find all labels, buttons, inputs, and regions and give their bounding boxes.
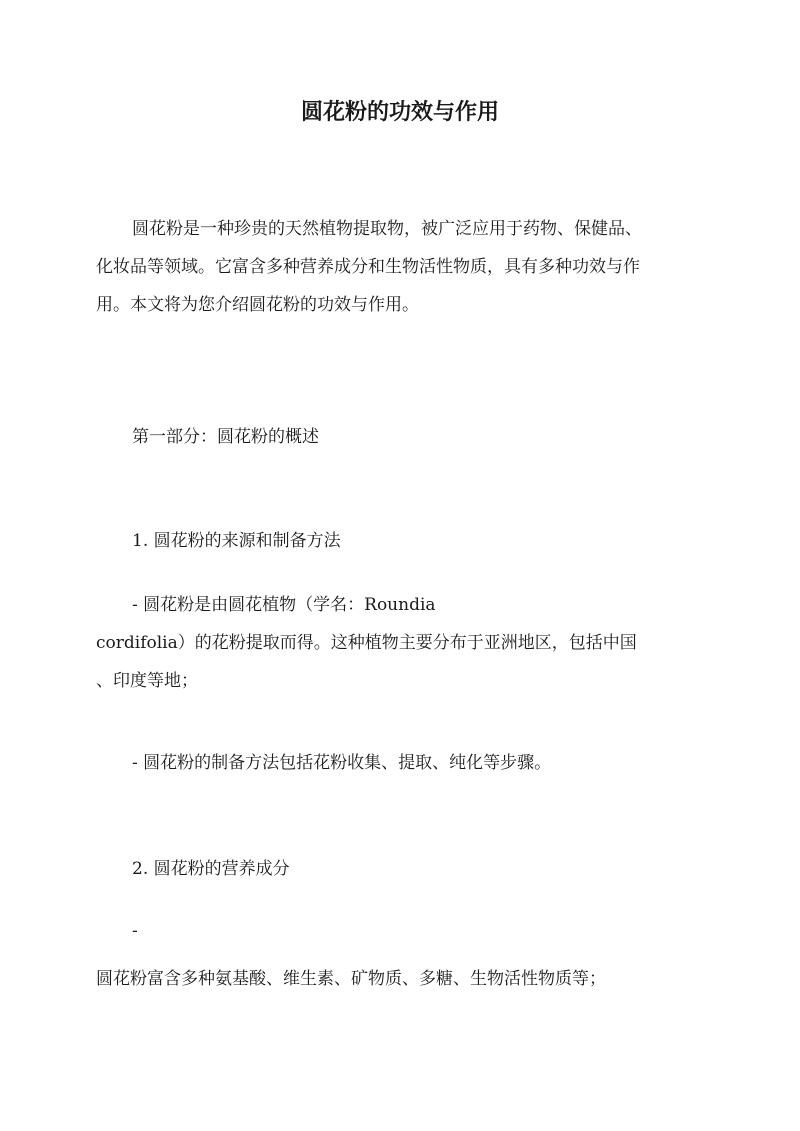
section1-item1 [96,586,706,700]
part1-heading: 第一部分：圆花粉的概述 [132,427,319,447]
section1-item1-line-3: 、印度等地； [96,671,198,691]
intro-line-2: 化妆品等领域。它富含多种营养成分和生物活性物质，具有多种功效与作 [96,257,640,277]
intro-line-3: 用。本文将为您介绍圆花粉的功效与作用。 [96,295,419,315]
intro-line-1: 圆花粉是一种珍贵的天然植物提取物，被广泛应用于药物、保健品、 [132,219,642,239]
section1-item1-line-1: - 圆花粉是由圆花植物（学名：Roundia [132,595,436,615]
section2-dash: - [132,921,138,941]
section2-heading: 2. 圆花粉的营养成分 [132,859,290,879]
section1-item2: - 圆花粉的制备方法包括花粉收集、提取、纯化等步骤。 [132,753,552,773]
section2-item1: 圆花粉富含多种氨基酸、维生素、矿物质、多糖、生物活性物质等； [96,969,606,989]
section1-item1-line-2: cordifolia）的花粉提取而得。这种植物主要分布于亚洲地区，包括中国 [96,633,637,653]
intro-paragraph [96,210,706,324]
section1-heading: 1. 圆花粉的来源和制备方法 [132,531,341,551]
document-title: 圆花粉的功效与作用 [300,99,499,125]
